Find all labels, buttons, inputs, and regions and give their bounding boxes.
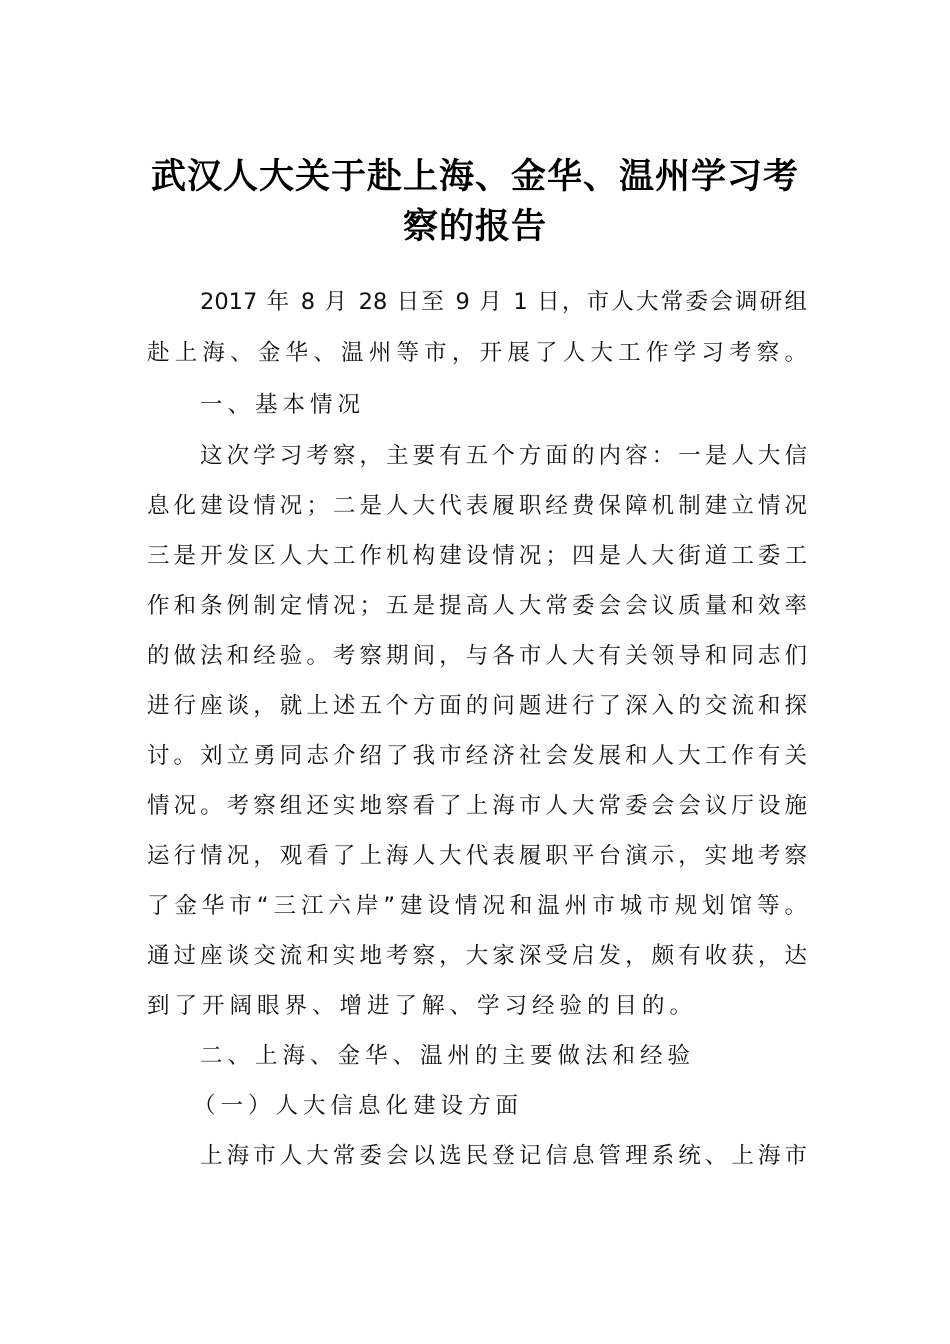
paragraph-line: 到了开阔眼界、增进了解、学习经验的目的。 bbox=[147, 993, 698, 1019]
paragraph-line: 这次学习考察，主要有五个方面的内容：一是人大信 bbox=[200, 443, 807, 469]
document-title-line-2: 察的报告 bbox=[402, 206, 547, 247]
paragraph-line: 讨。刘立勇同志介绍了我市经济社会发展和人大工作有关 bbox=[147, 743, 807, 769]
paragraph-line: 的做法和经验。考察期间，与各市人大有关领导和同志们 bbox=[147, 643, 807, 669]
paragraph-line: 了金华市“三江六岸”建设情况和温州市城市规划馆等。 bbox=[147, 893, 807, 919]
paragraph-line: 通过座谈交流和实地考察，大家深受启发，颇有收获，达 bbox=[147, 943, 807, 969]
paragraph-line: 三是开发区人大工作机构建设情况；四是人大街道工委工 bbox=[147, 543, 807, 569]
paragraph-line: 作和条例制定情况；五是提高人大常委会会议质量和效率 bbox=[147, 593, 807, 619]
document-title-line-1: 武汉人大关于赴上海、金华、温州学习考 bbox=[150, 156, 799, 197]
section-heading: 二、上海、金华、温州的主要做法和经验 bbox=[200, 1043, 696, 1069]
paragraph-line: 运行情况，观看了上海人大代表履职平台演示，实地考察 bbox=[147, 843, 807, 869]
paragraph-line: 赴上海、金华、温州等市，开展了人大工作学习考察。 bbox=[147, 340, 807, 366]
paragraph-line: 息化建设情况；二是人大代表履职经费保障机制建立情况 bbox=[147, 493, 807, 519]
paragraph-line: 上海市人大常委会以选民登记信息管理系统、上海市 bbox=[200, 1143, 807, 1169]
paragraph-line: 2017 年 8 月 28 日至 9 月 1 日，市人大常委会调研组 bbox=[200, 289, 807, 315]
paragraph-line: 情况。考察组还实地察看了上海市人大常委会会议厅设施 bbox=[147, 793, 807, 819]
paragraph-line: 进行座谈，就上述五个方面的问题进行了深入的交流和探 bbox=[147, 693, 807, 719]
section-heading: 一、基本情况 bbox=[200, 392, 366, 418]
subsection-heading: （一）人大信息化建设方面 bbox=[193, 1093, 524, 1119]
